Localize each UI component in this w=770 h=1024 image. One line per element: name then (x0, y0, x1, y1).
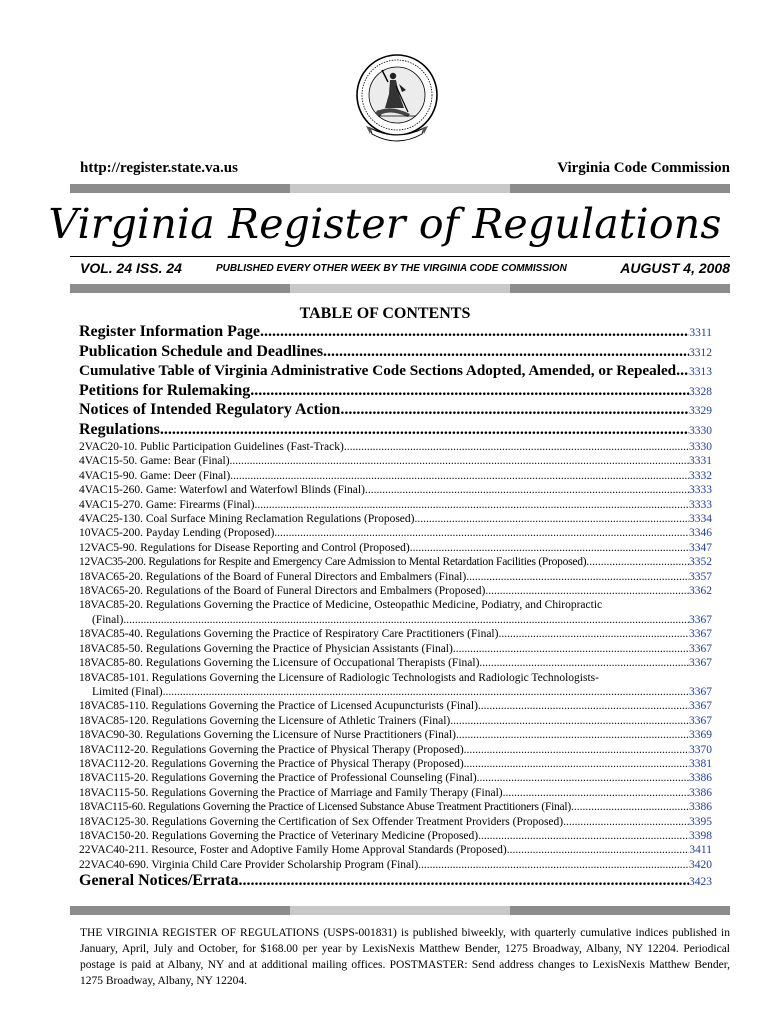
toc-entry[interactable]: 18VAC85-20. Regulations Governing the Practice of Medicine, Osteopathic Medicine, Podiatry, and Chiropractic (Final) ..... 3367 (79, 598, 712, 627)
toc-entry[interactable]: Register Information Page ..... 3311 (79, 323, 712, 343)
virginia-seal-icon (352, 50, 442, 150)
decorative-bar (70, 284, 730, 293)
toc-entry[interactable]: Cumulative Table of Virginia Administrative Code Sections Adopted, Amended, or Repealed ..... 3313 (79, 362, 712, 382)
toc-entry[interactable]: Petitions for Rulemaking ..... 3328 (79, 382, 712, 402)
toc-entry[interactable]: 4VAC15-90. Game: Deer (Final) ..... 3332 (79, 469, 712, 483)
publisher-line: PUBLISHED EVERY OTHER WEEK BY THE VIRGINIA CODE COMMISSION (216, 263, 567, 274)
issue-info (80, 260, 730, 278)
toc-entry[interactable]: 18VAC150-20. Regulations Governing the Practice of Veterinary Medicine (Proposed) ..... 3398 (79, 829, 712, 843)
decorative-bar (70, 184, 730, 193)
commission-name: Virginia Code Commission (557, 160, 730, 176)
toc-entry[interactable]: 10VAC5-200. Payday Lending (Proposed) ..... 3346 (79, 526, 712, 540)
toc-entry[interactable]: 4VAC15-260. Game: Waterfowl and Waterfowl Blinds (Final) ..... 3333 (79, 483, 712, 497)
toc-entry[interactable]: 22VAC40-211. Resource, Foster and Adoptive Family Home Approval Standards (Proposed) ..... 3411 (79, 843, 712, 857)
toc-entry[interactable]: 18VAC115-20. Regulations Governing the Practice of Professional Counseling (Final) ..... 3386 (79, 771, 712, 785)
toc-heading: TABLE OF CONTENTS (299, 305, 471, 322)
toc-entry[interactable]: 18VAC90-30. Regulations Governing the Licensure of Nurse Practitioners (Final) ..... 3369 (79, 728, 712, 742)
toc-entry[interactable]: 22VAC40-690. Virginia Child Care Provider Scholarship Program (Final) ..... 3420 (79, 858, 712, 872)
toc-entry[interactable]: 18VAC85-120. Regulations Governing the Licensure of Athletic Trainers (Final) ..... 3367 (79, 714, 712, 728)
masthead-top (80, 160, 730, 180)
toc-entry[interactable]: 18VAC112-20. Regulations Governing the Practice of Physical Therapy (Proposed) ..... 3370 (79, 743, 712, 757)
issue-date: AUGUST 4, 2008 (620, 260, 730, 276)
toc-entry[interactable]: 18VAC65-20. Regulations of the Board of Funeral Directors and Embalmers (Proposed) ..... 3362 (79, 584, 712, 598)
toc-entry[interactable]: 18VAC125-30. Regulations Governing the Certification of Sex Offender Treatment Providers (Proposed) ..... 3395 (79, 815, 712, 829)
toc-entry[interactable]: 18VAC85-101. Regulations Governing the Licensure of Radiologic Technologists and Radiologic Technologists- Limited (Final) ..... 3367 (79, 671, 712, 700)
toc-entry[interactable]: 12VAC5-90. Regulations for Disease Reporting and Control (Proposed) ..... 3347 (79, 541, 712, 555)
website-url[interactable]: http://register.state.va.us (80, 160, 238, 176)
divider (70, 256, 730, 257)
publication-notice: THE VIRGINIA REGISTER OF REGULATIONS (USPS-001831) is published biweekly, with quarterly cumulative indices published in January, April, July and October, for $168.00 per year by LexisNexis Matthew Bender, 1275 Broadway, Albany, NY 12204. Periodical postage is paid at Albany, NY and at additional mailing offices. POSTMASTER: Send address changes to LexisNexis Matthew Bender, 1275 Broadway, Albany, NY 12204. (80, 927, 730, 987)
toc-entry[interactable]: Publication Schedule and Deadlines ..... 3312 (79, 343, 712, 363)
publication-title: Virginia Register of Regulations (48, 200, 722, 248)
decorative-bar (70, 906, 730, 915)
toc-entry[interactable]: 18VAC85-50. Regulations Governing the Practice of Physician Assistants (Final) ..... 3367 (79, 642, 712, 656)
toc-entry[interactable]: 18VAC85-110. Regulations Governing the Practice of Licensed Acupuncturists (Final) ..... 3367 (79, 699, 712, 713)
toc-entry[interactable]: General Notices/Errata ..... 3423 (79, 872, 712, 892)
toc-entry[interactable]: 4VAC25-130. Coal Surface Mining Reclamation Regulations (Proposed) ..... 3334 (79, 512, 712, 526)
toc-entry[interactable]: 18VAC115-60. Regulations Governing the Practice of Licensed Substance Abuse Treatment Practitioners (Final) ..... 3386 (79, 800, 712, 814)
toc-entry[interactable]: 4VAC15-270. Game: Firearms (Final) ..... 3333 (79, 498, 712, 512)
toc-entry[interactable]: 18VAC65-20. Regulations of the Board of Funeral Directors and Embalmers (Final) ..... 3357 (79, 570, 712, 584)
toc-entry[interactable]: 18VAC112-20. Regulations Governing the Practice of Physical Therapy (Proposed) ..... 3381 (79, 757, 712, 771)
toc-entry[interactable]: 18VAC115-50. Regulations Governing the Practice of Marriage and Family Therapy (Final) ..... 3386 (79, 786, 712, 800)
toc-entry[interactable]: 4VAC15-50. Game: Bear (Final) ..... 3331 (79, 454, 712, 468)
table-of-contents (79, 323, 712, 892)
toc-entry[interactable]: 2VAC20-10. Public Participation Guidelines (Fast-Track) ..... 3330 (79, 440, 712, 454)
toc-entry[interactable]: Regulations ..... 3330 (79, 421, 712, 441)
toc-entry[interactable]: 18VAC85-40. Regulations Governing the Practice of Respiratory Care Practitioners (Final) ..... 3367 (79, 627, 712, 641)
toc-entry[interactable]: 12VAC35-200. Regulations for Respite and Emergency Care Admission to Mental Retardation Facilities (Proposed) ..... 3352 (79, 555, 712, 569)
toc-entry[interactable]: 18VAC85-80. Regulations Governing the Licensure of Occupational Therapists (Final) ..... 3367 (79, 656, 712, 670)
toc-entry[interactable]: Notices of Intended Regulatory Action ..... 3329 (79, 401, 712, 421)
volume-issue: VOL. 24 ISS. 24 (80, 260, 182, 276)
